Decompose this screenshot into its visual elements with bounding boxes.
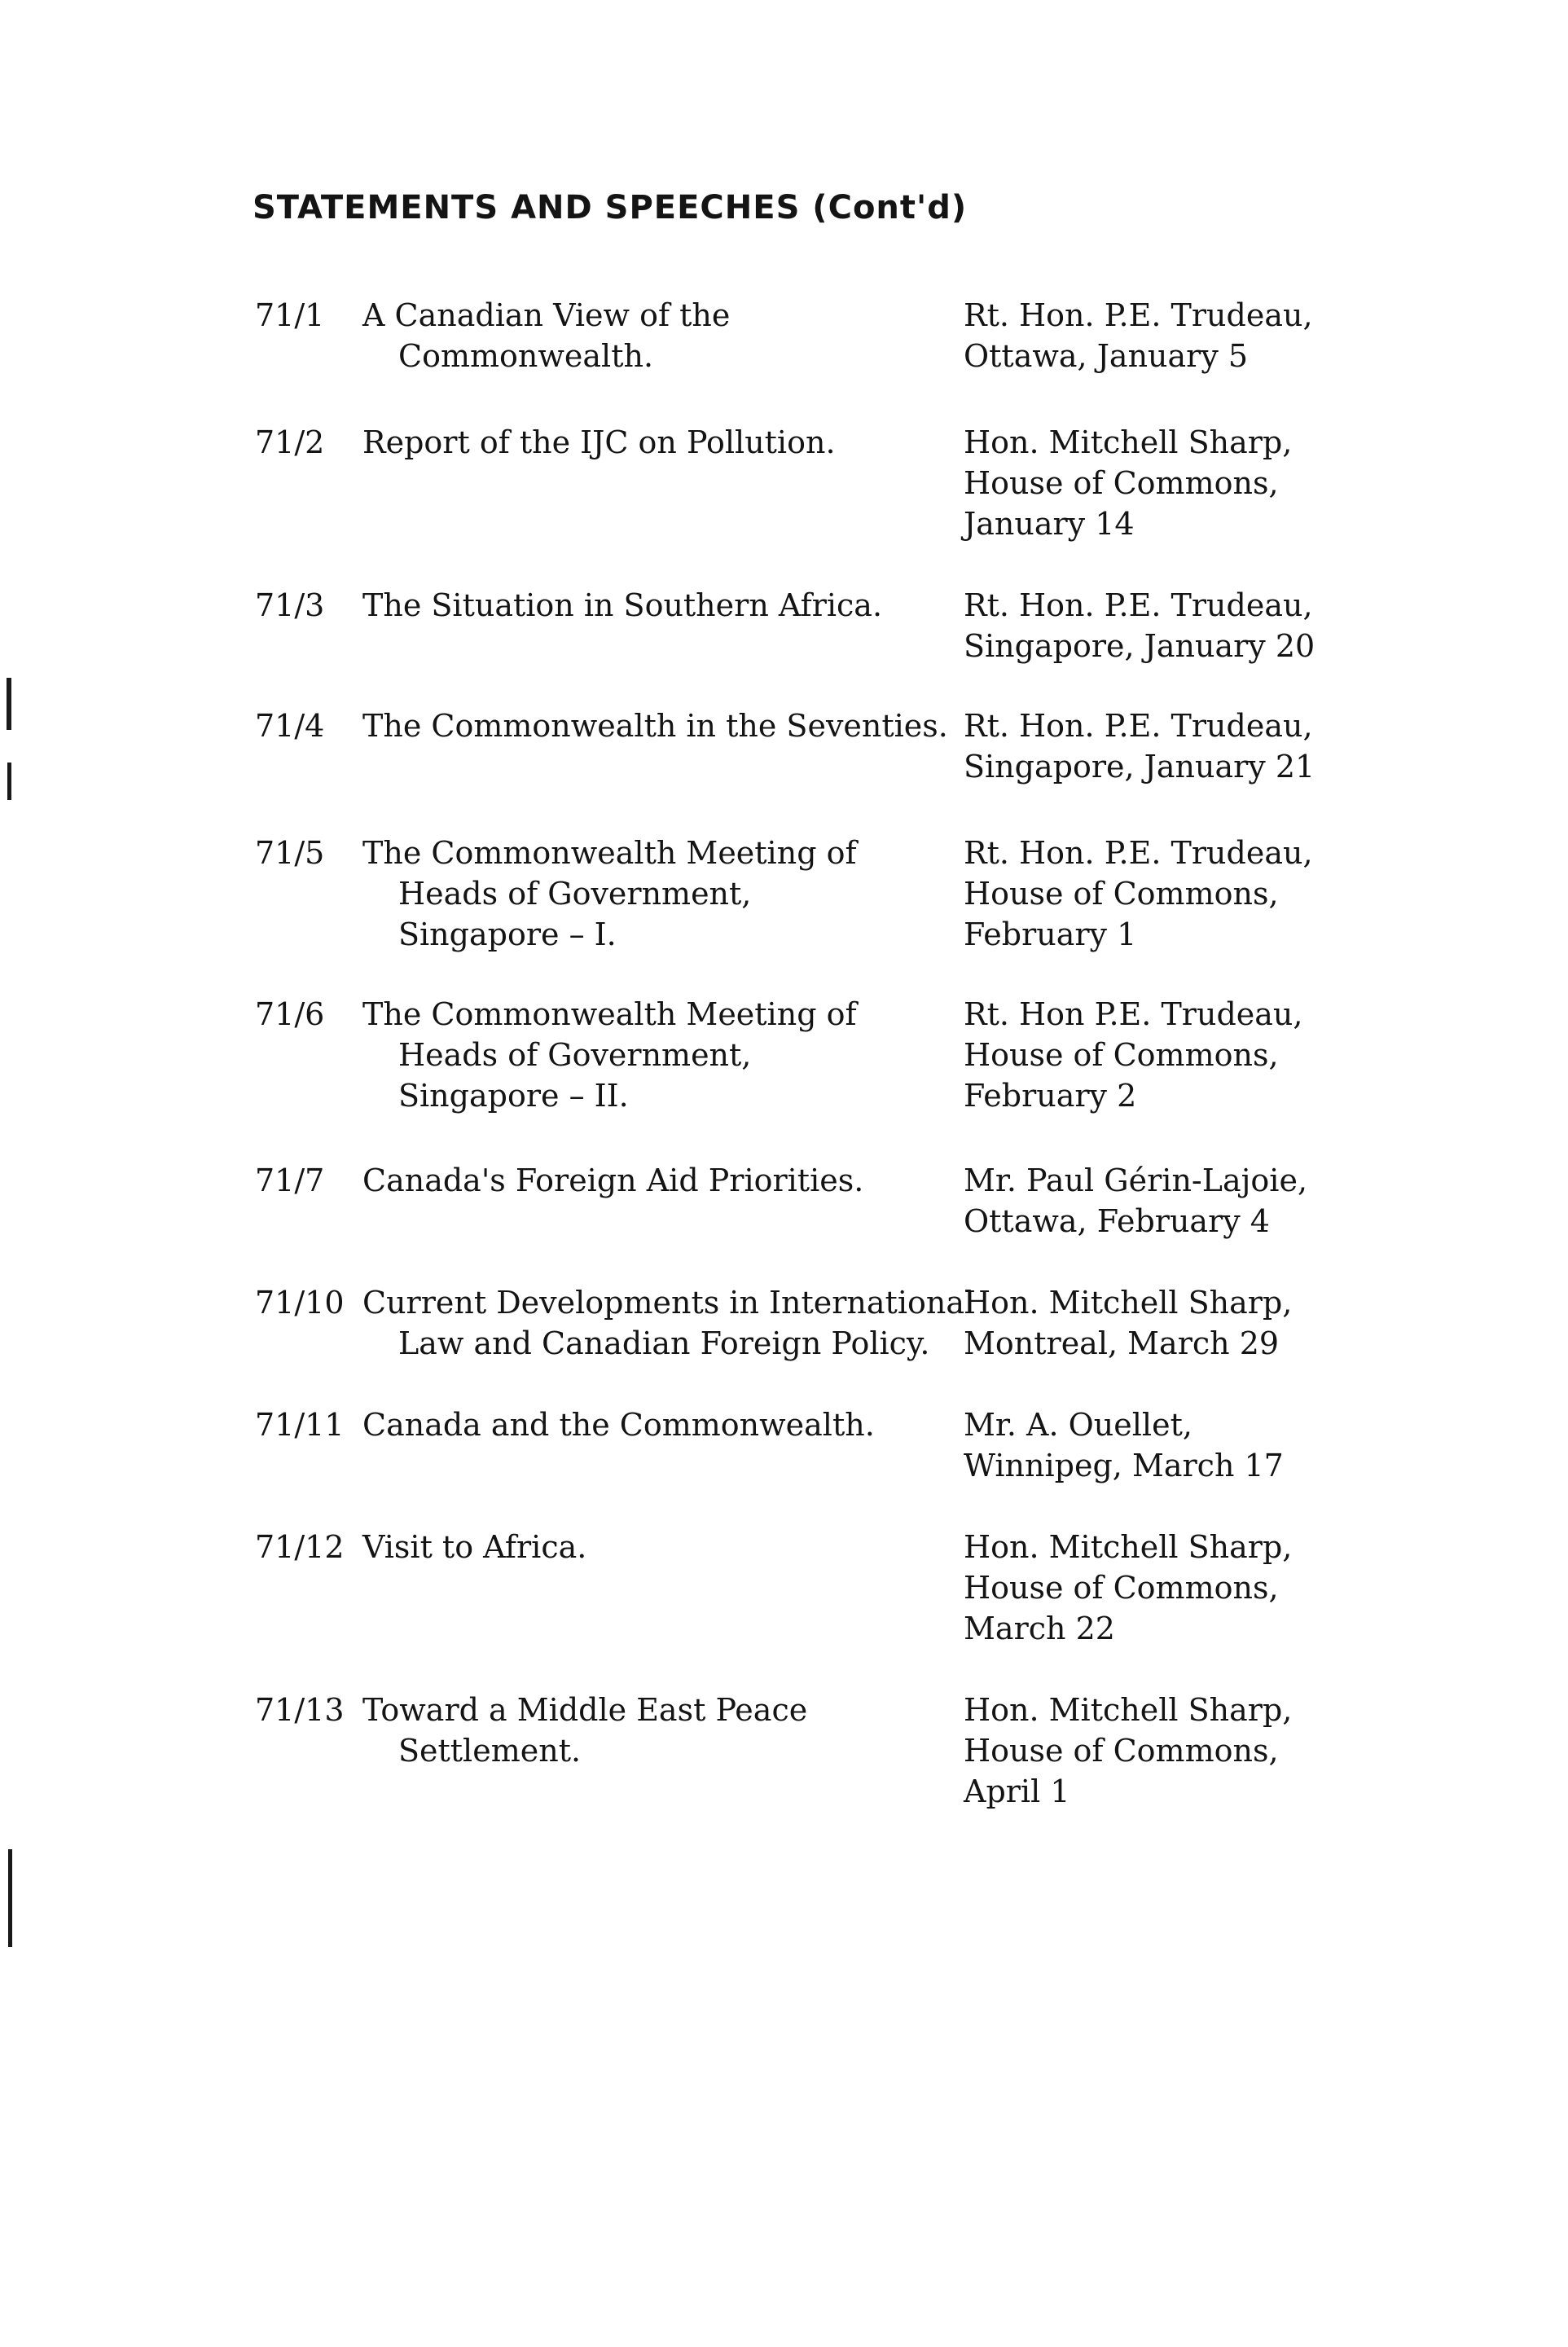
entry-speaker [964,994,1387,1116]
entry-title-line: The Commonwealth Meeting of [362,996,857,1032]
entry-speaker-line: February 1 [964,916,1137,952]
entry-title-line: Singapore – I. [398,916,617,952]
entry-number: 71/5 [255,835,325,871]
entry-speaker [964,1160,1387,1242]
entry-speaker-line: February 2 [964,1078,1137,1114]
entry-speaker-line: Hon. Mitchell Sharp, [964,1285,1293,1321]
entry-number: 71/3 [255,587,325,623]
entry-title-line: Report of the IJC on Pollution. [362,424,836,460]
entry-title-line: The Situation in Southern Africa. [362,587,883,623]
entry-number: 71/7 [255,1163,325,1198]
entry-title-line: Current Developments in International [362,1285,975,1321]
entry-title-line: Canada and the Commonwealth. [362,1407,875,1443]
entry-title [362,1527,949,1567]
entry-title-line: Law and Canadian Foreign Policy. [398,1325,930,1361]
entry-speaker-line: Mr. Paul Gérin-Lajoie, [964,1163,1308,1198]
entry-speaker-line: House of Commons, [964,1037,1279,1073]
entry-title-line: Heads of Government, [398,876,752,912]
entry-title-line: The Commonwealth in the Seventies. [362,708,948,744]
entry-title-line: Heads of Government, [398,1037,752,1073]
scan-mark [7,678,11,730]
entry-title [362,1404,949,1445]
entry-speaker [964,295,1387,376]
entry-title [362,1160,949,1201]
entry-number: 71/1 [255,297,325,333]
entry-speaker [964,585,1387,666]
entry-speaker-line: Winnipeg, March 17 [964,1448,1284,1483]
entry-title-line: A Canadian View of the [362,297,731,333]
entry-speaker-line: Rt. Hon P.E. Trudeau, [964,996,1303,1032]
entry-speaker-line: Mr. A. Ouellet, [964,1407,1192,1443]
entry-speaker-line: Singapore, January 20 [964,628,1315,664]
entry-title-line: Toward a Middle East Peace [362,1692,808,1728]
entry-speaker [964,422,1387,544]
entry-speaker-line: House of Commons, [964,1570,1279,1606]
scan-mark [8,1849,12,1947]
entry-number: 71/10 [255,1285,345,1321]
entry-title-line: Singapore – II. [398,1078,629,1114]
entry-number: 71/12 [255,1529,345,1565]
entry-title-line: The Commonwealth Meeting of [362,835,857,871]
scan-mark [7,763,11,800]
entry-speaker-line: House of Commons, [964,1733,1279,1769]
entry-title [362,833,949,955]
entry-speaker-line: Montreal, March 29 [964,1325,1280,1361]
entry-title-line: Commonwealth. [398,338,654,374]
entry-title [362,994,949,1116]
entry-speaker-line: January 14 [964,506,1135,542]
page-title: STATEMENTS AND SPEECHES (Cont'd) [253,189,968,226]
entry-title [362,585,949,626]
entry-speaker-line: Rt. Hon. P.E. Trudeau, [964,297,1313,333]
entry-speaker [964,705,1387,787]
entry-speaker-line: Ottawa, February 4 [964,1203,1270,1239]
entry-speaker-line: Hon. Mitchell Sharp, [964,424,1293,460]
entry-number: 71/2 [255,424,325,460]
entry-speaker [964,1404,1387,1486]
entry-speaker-line: Rt. Hon. P.E. Trudeau, [964,835,1313,871]
entry-speaker [964,1282,1387,1364]
entry-number: 71/6 [255,996,325,1032]
entry-title [362,1690,949,1771]
entry-speaker [964,1690,1387,1812]
entry-title-line: Settlement. [398,1733,582,1769]
entry-number: 71/11 [255,1407,345,1443]
entry-number: 71/4 [255,708,325,744]
entry-title [362,422,949,463]
entry-speaker-line: Singapore, January 21 [964,749,1315,785]
entry-title [362,705,949,746]
entry-speaker-line: April 1 [964,1773,1070,1809]
entry-speaker-line: House of Commons, [964,465,1279,501]
entry-speaker-line: Ottawa, January 5 [964,338,1249,374]
entry-speaker-line: House of Commons, [964,876,1279,912]
entry-title [362,1282,975,1364]
entry-speaker-line: Hon. Mitchell Sharp, [964,1692,1293,1728]
entry-speaker-line: Hon. Mitchell Sharp, [964,1529,1293,1565]
entry-title-line: Canada's Foreign Aid Priorities. [362,1163,864,1198]
entry-number: 71/13 [255,1692,345,1728]
entry-speaker-line: March 22 [964,1611,1115,1646]
entry-speaker [964,833,1387,955]
entry-title-line: Visit to Africa. [362,1529,587,1565]
entry-speaker-line: Rt. Hon. P.E. Trudeau, [964,587,1313,623]
entry-speaker [964,1527,1387,1649]
entry-title [362,295,949,376]
entry-speaker-line: Rt. Hon. P.E. Trudeau, [964,708,1313,744]
